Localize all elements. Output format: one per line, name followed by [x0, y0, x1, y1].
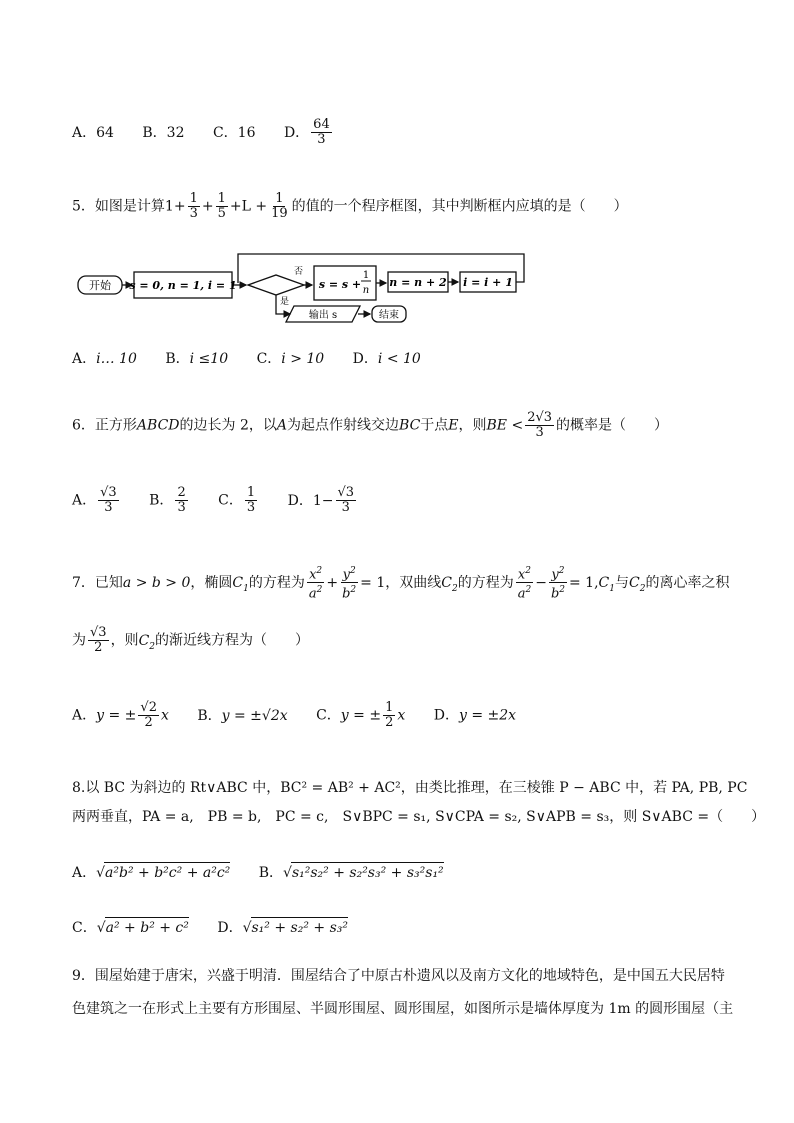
q7-options: A．y = ± $\frac{√2}{2}$ x B．y = ±√2x C．y = ± $\frac{1}{2}$ x D．y = ±2x: [72, 700, 517, 730]
q4-option-c: C．16: [212, 124, 256, 141]
q8-stem-line1: 8.以 BC 为斜边的 Rt∨ABC 中，BC² = AB² + AC²，由类比推理，在三棱锥 P − ABC 中，若 PA, PB, PC: [72, 780, 748, 796]
q8-options-cd: C．√ a² + b² + c² D．√ s₁² + s₂² + s₃²: [72, 917, 348, 938]
q4-options: [72, 118, 334, 147]
flow-update-s-den: n: [362, 285, 370, 296]
q6-options: A． $\frac{√3}{3}$ B． $\frac{2}{3}$ C． $\frac{1}{3}$ D．1− $\frac{√3}{3}$: [72, 485, 355, 515]
q8-stem-line2: 两两垂直，PA = a, PB = b, PC = c, S∨BPC = s₁, S∨CPA = s₂, S∨APB = s₃，则 S∨ABC =（ ）: [72, 809, 766, 825]
flow-output-label: 输出 s: [308, 310, 338, 321]
q8-options-ab: A．√ a²b² + b²c² + a²c² B．√ s₁²s₂² + s₂²s₃² + s₃²s₁²: [72, 862, 444, 883]
flow-update-n-label: n = n + 2: [389, 276, 447, 289]
flow-init-label: s = 0, n = 1, i = 1: [129, 279, 237, 292]
q9-stem-line2: 色建筑之一在形式上主要有方形围屋、半圆形围屋、圆形围屋，如图所示是墙体厚度为 1m 的圆形围屋（主: [72, 1001, 734, 1017]
flow-no-label: 否: [294, 267, 304, 277]
q6-stem: 6．正方形ABCD的边长为 2，以A为起点作射线交边BC于点E，则BE < $\frac{2√3}{3}$ 的概率是（ ）: [72, 410, 669, 440]
flow-decision: [248, 275, 304, 295]
q4-option-b: B．32: [142, 124, 185, 141]
flow-update-s-label: s = s +: [318, 278, 362, 291]
q4-option-d: D． $\frac{64}{3}$: [283, 117, 330, 147]
flow-update-s-num: 1: [362, 270, 370, 281]
q9-stem-line1: 9．围屋始建于唐宋，兴盛于明清．围屋结合了中原古朴遗风以及南方文化的地域特色，是中国五大民居特: [72, 968, 725, 984]
flow-end-label: 结束: [379, 310, 399, 321]
flow-start-label: 开始: [89, 279, 111, 292]
flow-yes-label: 是: [280, 297, 290, 307]
q5-stem: 5．如图是计算1+ $\frac{1}{3}$ + $\frac{1}{5}$ +L + $\frac{1}{19}$ 的值的一个程序框图，其中判断框内应填的是（ ）: [72, 191, 628, 221]
q7-stem-line2: 为 $\frac{√3}{2}$ ，则$C_2$的渐近线方程为（ ）: [72, 625, 310, 655]
q7-stem-line1: 7．已知a > b > 0，椭圆$C_1$的方程为 $\frac{x^2}{a^2}$ + $\frac{y^2}{b^2}$ = 1，双曲线$C_2$的方程为 $\frac{x^2}{a^2}$ − $\frac{y^2}{b^2}$ = $1,C_1$与$C_2$的离心率之积: [72, 566, 730, 602]
q5-flowchart: [70, 250, 530, 330]
q4-option-a: A．64: [72, 124, 114, 141]
flow-update-i-label: i = i + 1: [463, 276, 513, 289]
q5-options: A．i… 10 B．i ≤10 C．i > 10 D．i < 10: [72, 351, 421, 367]
